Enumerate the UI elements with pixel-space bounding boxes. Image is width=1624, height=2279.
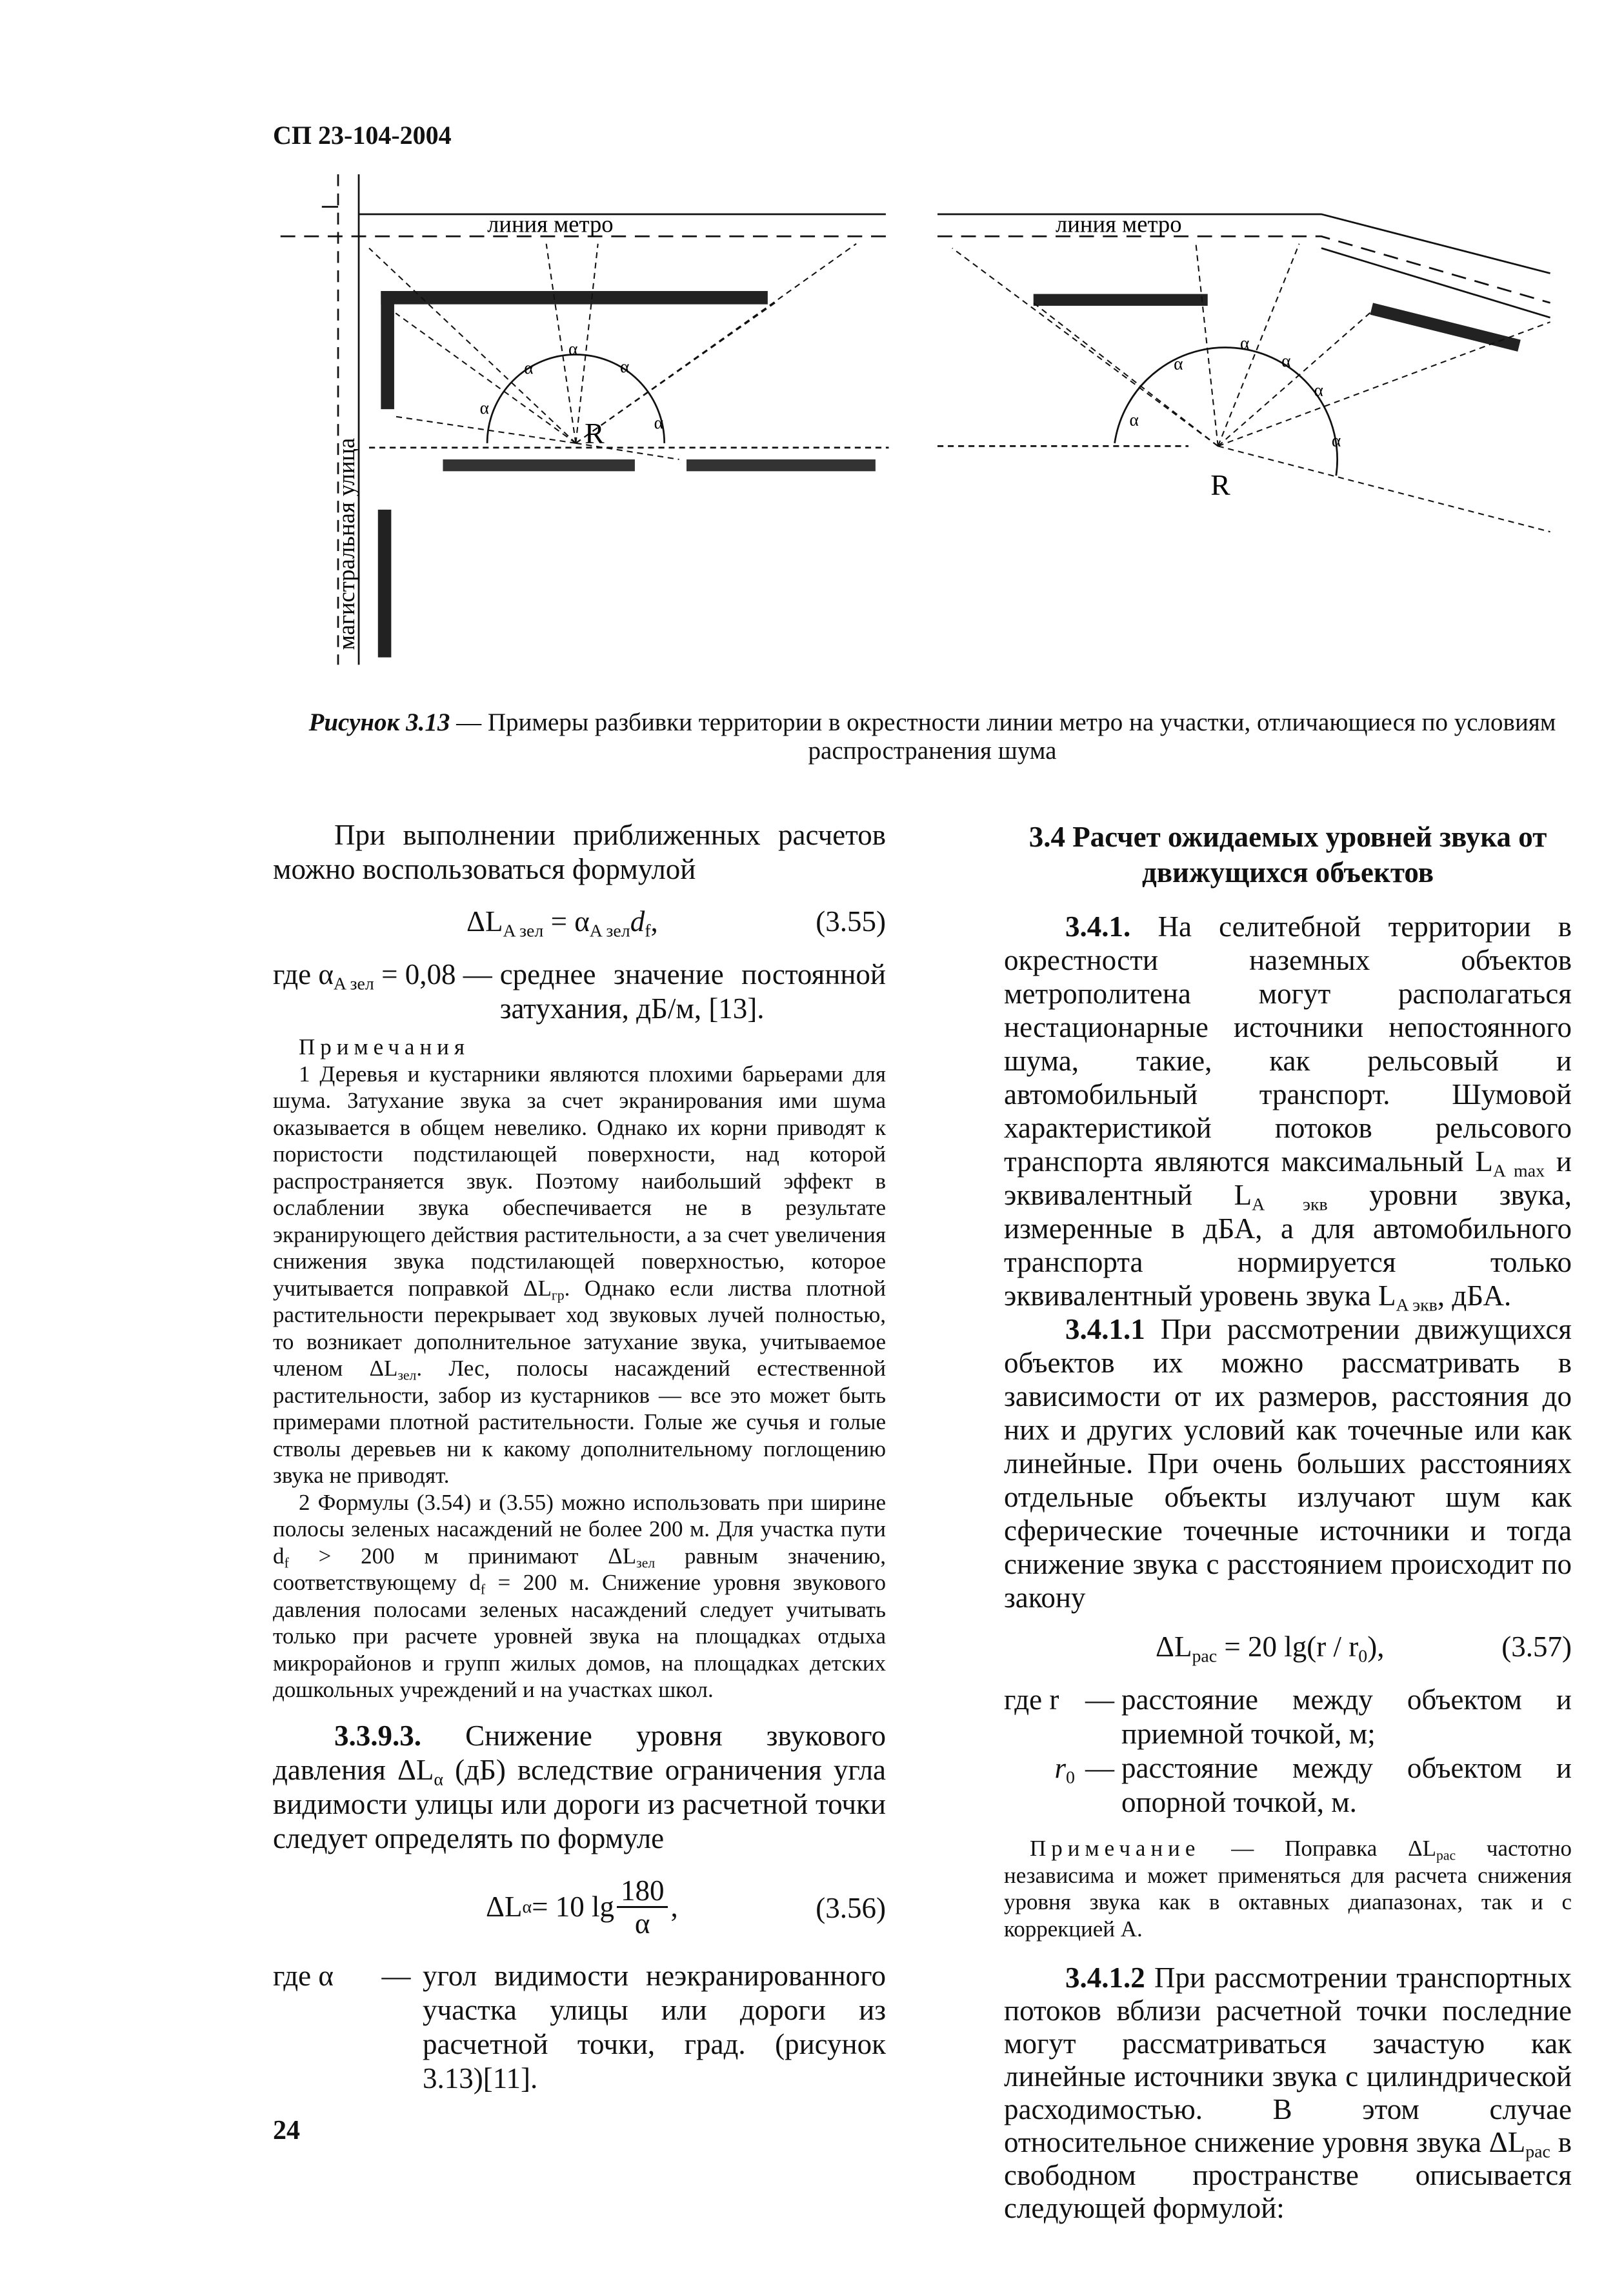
where-dash: — (1085, 1683, 1114, 1716)
angle-label: α (479, 398, 490, 418)
fraction-numerator: 180 (617, 1875, 668, 1908)
where-text: расстояние между объектом и приемной точкой, м; (1121, 1683, 1572, 1750)
left-point-r: R (585, 416, 605, 450)
note-2 (273, 1489, 886, 1703)
where-dash: — (1085, 1752, 1114, 1784)
eq-part: = 20 lg(r / r (1217, 1631, 1359, 1663)
note-text: = 200 м. Снижение уровня звукового давления полосами зеленых насаждений следует учитывать только при расчете уровней звука на площадках отдыха микрорайонов и групп жилых домов, на площадках детских дошкольных учреждений и на участках школ. (273, 1570, 886, 1702)
section-number: 3.4.1. (1065, 910, 1131, 943)
note-label: Примечание (1030, 1836, 1201, 1861)
eq-lhs: ΔL (466, 905, 503, 938)
where-sub: A зел (333, 974, 374, 994)
section-text: На селитебной территории в окрестности наземных объектов метрополитена могут располагаться нестационарные источники непостоянного шума, такие, как рельсовый и автомобильный транспорт. Шумовой характеристикой потоков рельсового транспорта являются максимальный L (1004, 910, 1572, 1178)
angle-label: α (654, 412, 664, 432)
building (381, 291, 394, 409)
eq-sub: f (645, 921, 651, 941)
note-text: > 200 м принимают ΔL (288, 1543, 637, 1569)
eq-lhs: ΔL (1156, 1631, 1192, 1663)
where-definitions (1004, 1683, 1572, 1820)
figure-3-13 (0, 0, 1624, 684)
eq-var: d (630, 905, 645, 938)
section-text: и эквивалентный L (1004, 1145, 1572, 1211)
note-text: 2 Формулы (3.54) и (3.55) можно использовать при ширине полосы зеленых насаждений не более 200 м. Для участка пути d (273, 1489, 886, 1569)
equation-3-57 (1004, 1630, 1572, 1669)
eq-sub: 0 (1358, 1646, 1368, 1667)
building (443, 459, 634, 471)
caption-text: — Примеры разбивки территории в окрестности линии метро на участки, отличающиеся по условиям распространения шума (450, 708, 1556, 765)
angle-label: α (1174, 354, 1183, 374)
angle-label: α (1129, 410, 1139, 430)
angle-label: α (1314, 380, 1323, 400)
section-number: 3.3.9.3. (334, 1719, 421, 1752)
fraction (617, 1875, 668, 1939)
angle-label: α (620, 356, 630, 376)
eq-part: , (670, 1891, 678, 1923)
section-sub: рас (1525, 2142, 1550, 2162)
note-sub: f (480, 1581, 486, 1598)
note-text: — Поправка ΔL (1200, 1836, 1436, 1861)
section-text: Снижение уровня звукового давления ΔL (273, 1719, 886, 1786)
where-var: где α (273, 958, 334, 990)
note-text: частотно независима и может применяться для расчета снижения уровня звука как в октавных диапазонах, так и с коррекцией А. (1004, 1836, 1572, 1942)
paragraph: При выполнении приближенных расчетов можно воспользоваться формулой (273, 819, 886, 885)
note-sub: зел (397, 1367, 417, 1383)
left-metro-label: линия метро (487, 210, 614, 237)
right-metro-label: линия метро (1056, 210, 1182, 237)
angle-label: α (524, 358, 534, 378)
angle-label: α (1281, 350, 1291, 370)
section-number: 3.4.1.2 (1065, 1962, 1145, 1994)
eq-sub: рас (1192, 1646, 1218, 1667)
section-sub: α (434, 1769, 443, 1789)
section-3-4-1 (1004, 910, 1572, 1316)
section-3-4-1-1 (1004, 1312, 1572, 1614)
building (1370, 303, 1520, 352)
fraction-denominator: α (634, 1907, 650, 1940)
note-sub: зел (636, 1555, 656, 1571)
metro-axis-line (937, 236, 1550, 303)
caption-label: Рисунок 3.13 (308, 708, 450, 736)
where-definition (273, 958, 886, 1026)
right-diagram (937, 214, 1550, 532)
eq-part: = α (543, 905, 590, 938)
right-column (1004, 819, 1572, 2225)
note (1004, 1835, 1572, 1942)
section-text: , дБА. (1437, 1280, 1512, 1312)
building (378, 510, 392, 658)
eq-sub: A зел (589, 921, 630, 941)
angle-label: α (1331, 430, 1341, 450)
where-sub: 0 (1066, 1767, 1075, 1788)
where-definition (273, 1959, 886, 2096)
right-point-r: R (1210, 468, 1230, 501)
eq-sub: A зел (503, 921, 544, 941)
where-var: где α (273, 1959, 334, 1992)
equation-3-56: ΔL α = 10 lg $\frac{180}{\alpha}$ , (3.56) (486, 1874, 886, 1940)
metro-edge-line (937, 214, 1550, 274)
page-number: 24 (273, 2115, 300, 2145)
section-text: При рассмотрении движущихся объектов их можно рассматривать в зависимости от их размеров, расстояния до них и других условий как точечные или как линейные. При очень больших расстояниях отдельные объекты излучают шум как сферические точечные источники и тогда снижение звука с расстоянием происходит по закону (1004, 1313, 1572, 1614)
note-text: . Однако если листва плотной растительности перекрывает ход звуковых лучей полностью, то возникает дополнительное затухание звука, учитываемое членом ΔL (273, 1275, 886, 1381)
note-text: равным значению, соответствующему d (273, 1543, 887, 1595)
where-text: среднее значение постоянной затухания, дБ/м, [13]. (499, 958, 886, 1025)
equation-number: (3.57) (1501, 1631, 1572, 1663)
eq-lhs: ΔL (486, 1891, 523, 1923)
where-dash: — (381, 1959, 411, 1992)
where-text: угол видимости неэкранированного участка улицы или дороги из расчетной точки, град. (рисунок 3.13)[11]. (423, 1959, 886, 2094)
eq-part: = 10 lg (532, 1891, 614, 1923)
where-var: где r (1004, 1683, 1059, 1716)
section-heading-3-4: 3.4 Расчет ожидаемых уровней звука от движущихся объектов (1028, 821, 1547, 889)
equation-number: (3.55) (816, 905, 886, 938)
section-text: уровни звука, измеренные в дБА, а для автомобильного транспорта нормируется только эквивалентный уровень звука L (1004, 1179, 1572, 1312)
where-value: = 0,08 — (374, 958, 492, 990)
equation-3-55 (273, 905, 886, 943)
section-text: При рассмотрении транспортных потоков вблизи расчетной точки последние могут рассматриваться зачастую как линейные источники звука с цилиндрической расходимостью. В этом случае относительное снижение уровня звука ΔL (1004, 1962, 1572, 2158)
figure-caption (271, 708, 1594, 765)
eq-part: , (650, 905, 658, 938)
section-text: (дБ) вследствие ограничения угла видимости улицы или дороги из расчетной точки следует определять по формуле (273, 1753, 886, 1854)
building (1034, 294, 1208, 306)
section-sub: A экв (1396, 1295, 1438, 1316)
note-text: . Лес, полосы насаждений естественной растительности, забор из кустарников — все это может быть примерами плотной растительности. Голые же сучья и голые стволы деревьев ни к какому дополнительному поглощению звука не приводят. (273, 1356, 887, 1488)
note-1 (273, 1061, 886, 1489)
note-sub: f (284, 1555, 289, 1571)
document-code: СП 23-104-2004 (273, 121, 452, 150)
section-sub: A max (1492, 1161, 1545, 1181)
section-3-3-9-3 (273, 1719, 886, 1856)
street-label: магистральная улица (333, 437, 360, 650)
note-text: 1 Деревья и кустарники являются плохими барьерами для шума. Затухание звука за счет экранирования ими шума оказывается в общем невелико. Однако их корни приводят к пористости подстилающей поверхности, над которой распространяется звук. Поэтому наибольший эффект в ослаблении звука обеспечивается не в результате экранирующего действия растительности, а за счет увеличения снижения звука подстилающей поверхностью, которое учитывается поправкой ΔL (273, 1061, 886, 1301)
section-number: 3.4.1.1 (1065, 1313, 1145, 1345)
section-sub: A экв (1252, 1194, 1328, 1215)
notes-title: Примечания (299, 1034, 470, 1059)
where-var: r (1054, 1752, 1067, 1784)
equation-number: (3.56) (816, 1891, 886, 1924)
building (381, 291, 768, 305)
where-text: расстояние между объектом и опорной точкой, м. (1121, 1752, 1572, 1818)
building (687, 459, 876, 471)
note-sub: гр (551, 1287, 565, 1303)
note-sub: рас (1436, 1847, 1456, 1863)
left-column (273, 818, 886, 2146)
eq-part: ), (1367, 1631, 1385, 1663)
angle-label: α (1240, 333, 1250, 353)
section-3-4-1-2 (1004, 1962, 1572, 2225)
angle-label: α (568, 339, 578, 359)
section-text: в свободном пространстве описывается следующей формулой: (1004, 2126, 1572, 2224)
